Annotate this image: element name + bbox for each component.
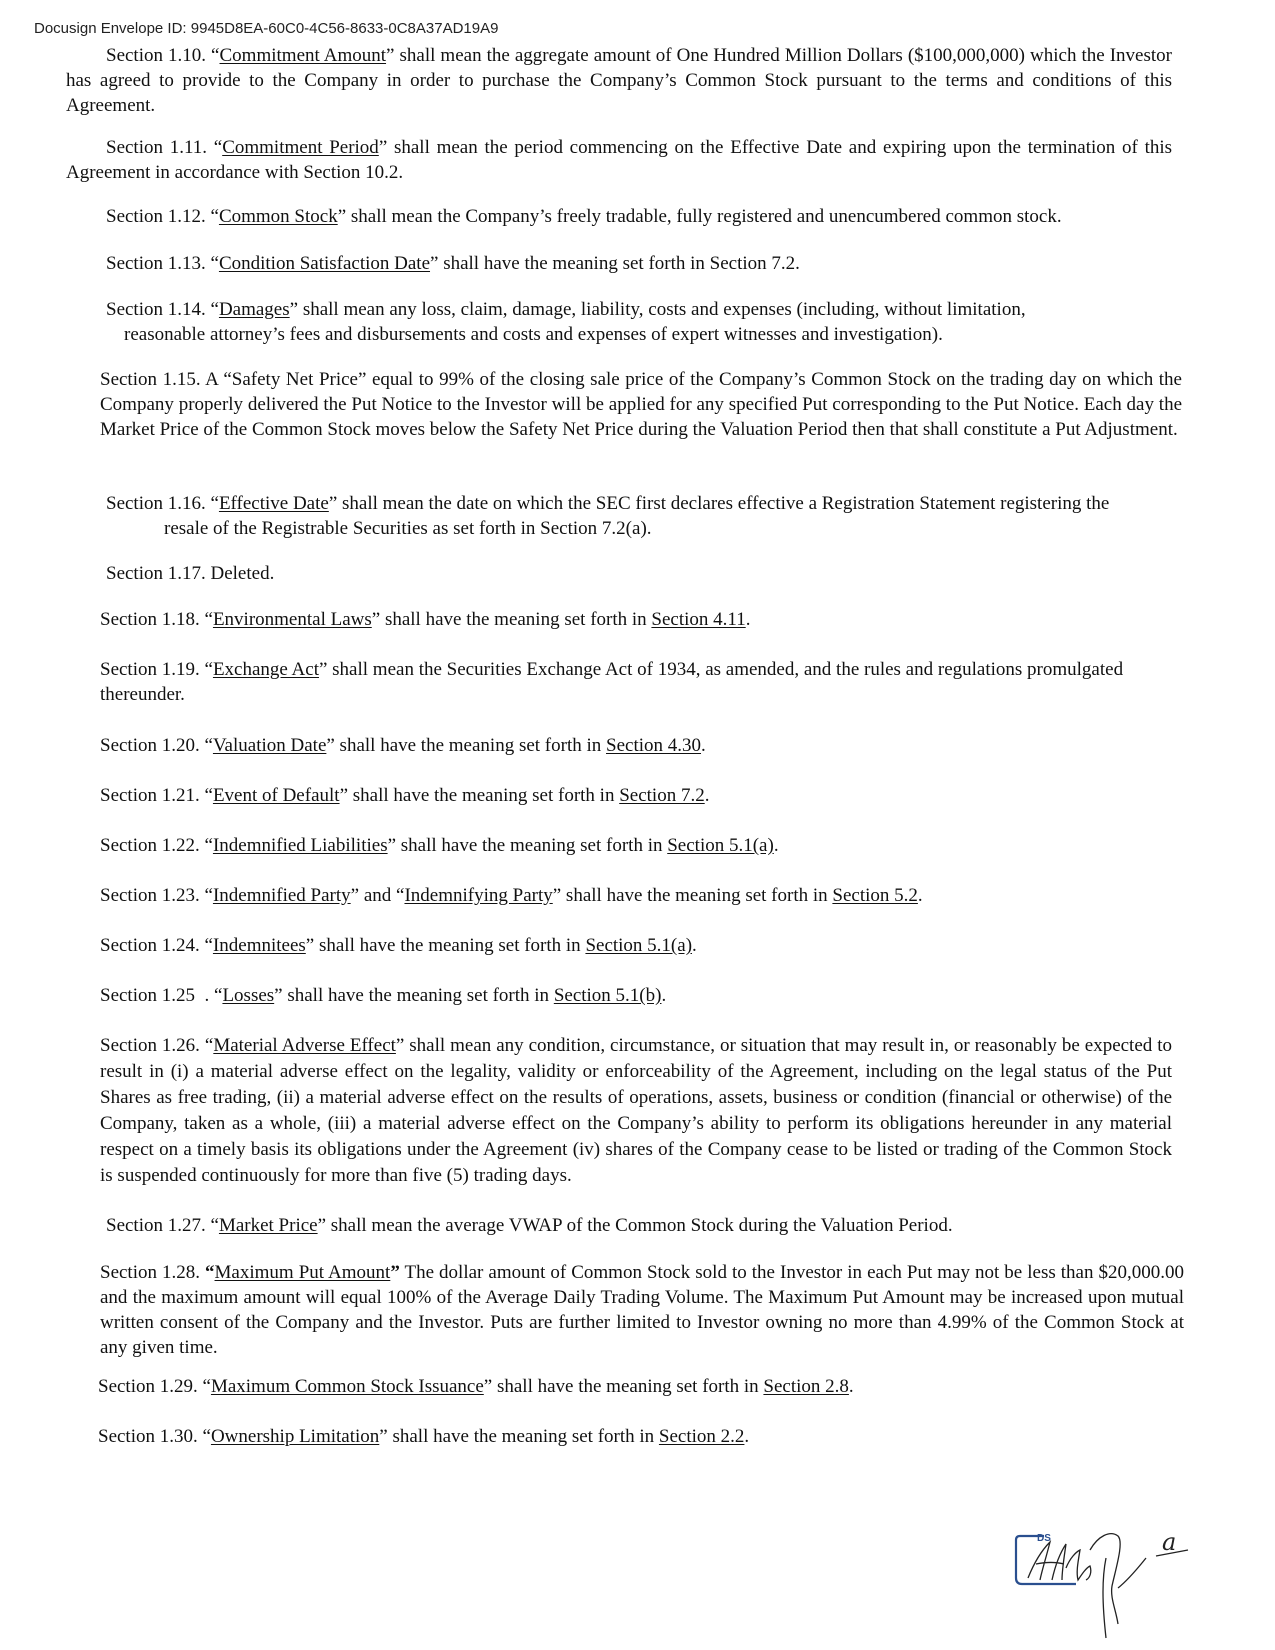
section-1-25	[100, 983, 1176, 1008]
punctuation: .	[917, 885, 923, 906]
section-text: ” shall have the meaning set forth in	[379, 1426, 659, 1447]
section-number: Section 1.19. “	[100, 659, 213, 680]
punctuation: .	[773, 835, 779, 856]
defined-term: Losses	[222, 985, 275, 1006]
section-text: ” shall have the meaning set forth in	[339, 785, 620, 806]
punctuation: .	[661, 985, 667, 1006]
section-text: ” shall have the meaning set forth in	[387, 835, 668, 856]
section-reference-link[interactable]: Section 4.11	[651, 609, 746, 630]
envelope-id: Docusign Envelope ID: 9945D8EA-60C0-4C56-8633-0C8A37AD19A9	[34, 20, 499, 37]
section-1-26	[100, 1033, 1172, 1189]
punctuation: .	[848, 1376, 854, 1397]
section-text-continued: reasonable attorney’s fees and disbursements and costs and expenses of expert witnesses and investigation).	[124, 324, 943, 345]
defined-term: Indemnitees	[212, 935, 306, 956]
section-number: Section 1.27. “	[106, 1215, 219, 1236]
section-1-19	[100, 657, 1176, 707]
defined-term: Environmental Laws	[212, 609, 372, 630]
section-reference-link[interactable]: Section 2.8	[763, 1376, 849, 1397]
defined-term: Indemnifying Party	[404, 885, 553, 906]
section-text: ” shall have the meaning set forth in	[305, 935, 586, 956]
defined-term: Damages	[218, 299, 290, 320]
initial-mark: a	[1162, 1528, 1177, 1556]
section-number: Section 1.12. “	[106, 206, 219, 227]
section-1-23	[100, 883, 1176, 908]
section-1-24	[100, 933, 1176, 958]
section-reference-link[interactable]: Section 7.2	[619, 785, 705, 806]
section-1-17: Section 1.17. Deleted.	[106, 563, 275, 584]
section-number: Section 1.14. “	[106, 299, 219, 320]
section-1-28	[100, 1260, 1184, 1360]
section-text: ” shall mean the period commencing on the Effective Date and expiring upon the termination of this Agreement in accordance with Section 10.2.	[66, 137, 1173, 183]
section-number: Section 1.13. “	[106, 253, 219, 274]
section-number: Section 1.24. “	[100, 935, 213, 956]
defined-term: Material Adverse Effect	[213, 1035, 396, 1056]
section-text: ” shall have the meaning set forth in	[552, 885, 833, 906]
section-1-21	[100, 783, 1176, 808]
defined-term: Indemnified Liabilities	[212, 835, 388, 856]
section-1-11	[66, 135, 1172, 185]
defined-term: Commitment Period	[222, 137, 379, 158]
docusign-initials-signature	[1006, 1528, 1246, 1646]
section-text: ” shall have the meaning set forth in	[326, 735, 607, 756]
defined-term: Valuation Date	[212, 735, 327, 756]
section-1-16	[106, 491, 1182, 541]
punctuation: .	[704, 785, 710, 806]
section-text: ” shall have the meaning set forth in Section 7.2.	[430, 253, 800, 274]
defined-term: Ownership Limitation	[210, 1426, 380, 1447]
section-number: Section 1.10. “	[106, 45, 220, 66]
section-1-30	[98, 1424, 1176, 1449]
section-number: Section 1.26. “	[100, 1035, 214, 1056]
section-number: Section 1.23. “	[100, 885, 213, 906]
section-reference-link[interactable]: Section 5.1(a)	[585, 935, 693, 956]
section-number: Section 1.20. “	[100, 735, 213, 756]
section-number: Section 1.18. “	[100, 609, 213, 630]
defined-term: Market Price	[218, 1215, 318, 1236]
section-text: ” shall mean any loss, claim, damage, liability, costs and expenses (including, without limitation,	[289, 299, 1026, 320]
section-1-29	[98, 1374, 1176, 1399]
section-text: ” shall mean the Securities Exchange Act of 1934, as amended, and the rules and regulations promulgated thereunder.	[100, 659, 1124, 705]
section-1-20	[100, 733, 1176, 758]
defined-term: Condition Satisfaction Date	[218, 253, 431, 274]
second-initials-strokes	[1090, 1534, 1146, 1638]
section-1-10	[66, 43, 1172, 118]
section-1-18	[100, 607, 1176, 632]
section-number: Section 1.22. “	[100, 835, 213, 856]
section-1-13	[106, 251, 1176, 276]
section-1-22	[100, 833, 1176, 858]
defined-term: Event of Default	[212, 785, 340, 806]
section-number: Section 1.16. “	[106, 493, 219, 514]
defined-term: Indemnified Party	[212, 885, 351, 906]
section-1-12	[106, 204, 1176, 229]
section-reference-link[interactable]: Section 5.1(b)	[553, 985, 662, 1006]
section-text: ” shall mean the average VWAP of the Common Stock during the Valuation Period.	[317, 1215, 953, 1236]
section-1-15: Section 1.15. A “Safety Net Price” equal to 99% of the closing sale price of the Company’s Common Stock on the trading day on which the Company properly delivered the Put Notice to the Investor will be applied for any specified Put corresponding to the Put Notice. Each day the Market Price of the Common Stock moves below the Safety Net Price during the Valuation Period then that shall constitute a Put Adjustment.	[100, 369, 1182, 440]
section-text: ” shall mean any condition, circumstance, or situation that may result in, or reasonably be expected to result in (i) a material adverse effect on the legality, validity or enforceability of the Agreement, including on the legal status of the Put Shares as free trading, (ii) a material adverse effect on the results of operations, assets, business or condition (financial or otherwise) of the Company, taken as a whole, (iii) a material adverse effect on the Company’s ability to perform its obligations hereunder in any material respect on a timely basis its obligations under the Agreement (iv) shares of the Company cease to be listed or trading of the Common Stock is suspended continuously for more than five (5) trading days.	[100, 1035, 1172, 1186]
section-reference-link[interactable]: Section 5.1(a)	[667, 835, 774, 856]
close-quote: ”	[390, 1262, 400, 1283]
section-number: Section 1.21. “	[100, 785, 213, 806]
section-number: Section 1.28.	[100, 1262, 206, 1283]
section-1-27	[106, 1213, 1176, 1238]
defined-term: Maximum Put Amount	[214, 1262, 391, 1283]
section-reference-link[interactable]: Section 5.2	[832, 885, 918, 906]
defined-term: Maximum Common Stock Issuance	[210, 1376, 484, 1397]
section-text: ” shall mean the date on which the SEC first declares effective a Registration Statement registering the	[328, 493, 1110, 514]
ds-tag: DS	[1037, 1533, 1051, 1544]
conjunction: ” and “	[350, 885, 405, 906]
initials-strokes	[1028, 1542, 1091, 1580]
defined-term: Commitment Amount	[219, 45, 387, 66]
section-1-14	[106, 297, 1182, 347]
section-text: The dollar amount of Common Stock sold to the Investor in each Put may not be less than $20,000.00 and the maximum amount will equal 100% of the Average Daily Trading Volume. The Maximum Put Amount may be increased upon mutual written consent of the Company and the Investor. Puts are further limited to Investor owning no more than 4.99% of the Common Stock at any given time.	[100, 1262, 1184, 1358]
section-text: ” shall have the meaning set forth in	[371, 609, 652, 630]
section-reference-link[interactable]: Section 4.30	[606, 735, 702, 756]
section-text: ” shall mean the aggregate amount of One Hundred Million Dollars ($100,000,000) which the Investor has agreed to provide to the Company in order to purchase the Company’s Common Stock pursuant to the terms and conditions of this Agreement.	[66, 45, 1172, 116]
section-number: Section 1.11. “	[106, 137, 223, 158]
section-number: Section 1.25 . “	[100, 985, 223, 1006]
section-number: Section 1.30. “	[98, 1426, 211, 1447]
section-text: ” shall have the meaning set forth in	[483, 1376, 764, 1397]
punctuation: .	[692, 935, 697, 956]
defined-term: Common Stock	[218, 206, 338, 227]
section-text: ” shall mean the Company’s freely tradable, fully registered and unencumbered common stock.	[337, 206, 1062, 227]
defined-term: Effective Date	[218, 493, 329, 514]
section-reference-link[interactable]: Section 2.2	[658, 1426, 745, 1447]
punctuation: .	[701, 735, 706, 756]
punctuation: .	[744, 1426, 750, 1447]
section-text-continued: resale of the Registrable Securities as set forth in Section 7.2(a).	[164, 518, 652, 539]
open-quote: “	[205, 1262, 215, 1283]
punctuation: .	[745, 609, 751, 630]
section-text: ” shall have the meaning set forth in	[274, 985, 554, 1006]
defined-term: Exchange Act	[212, 659, 319, 680]
section-number: Section 1.29. “	[98, 1376, 211, 1397]
